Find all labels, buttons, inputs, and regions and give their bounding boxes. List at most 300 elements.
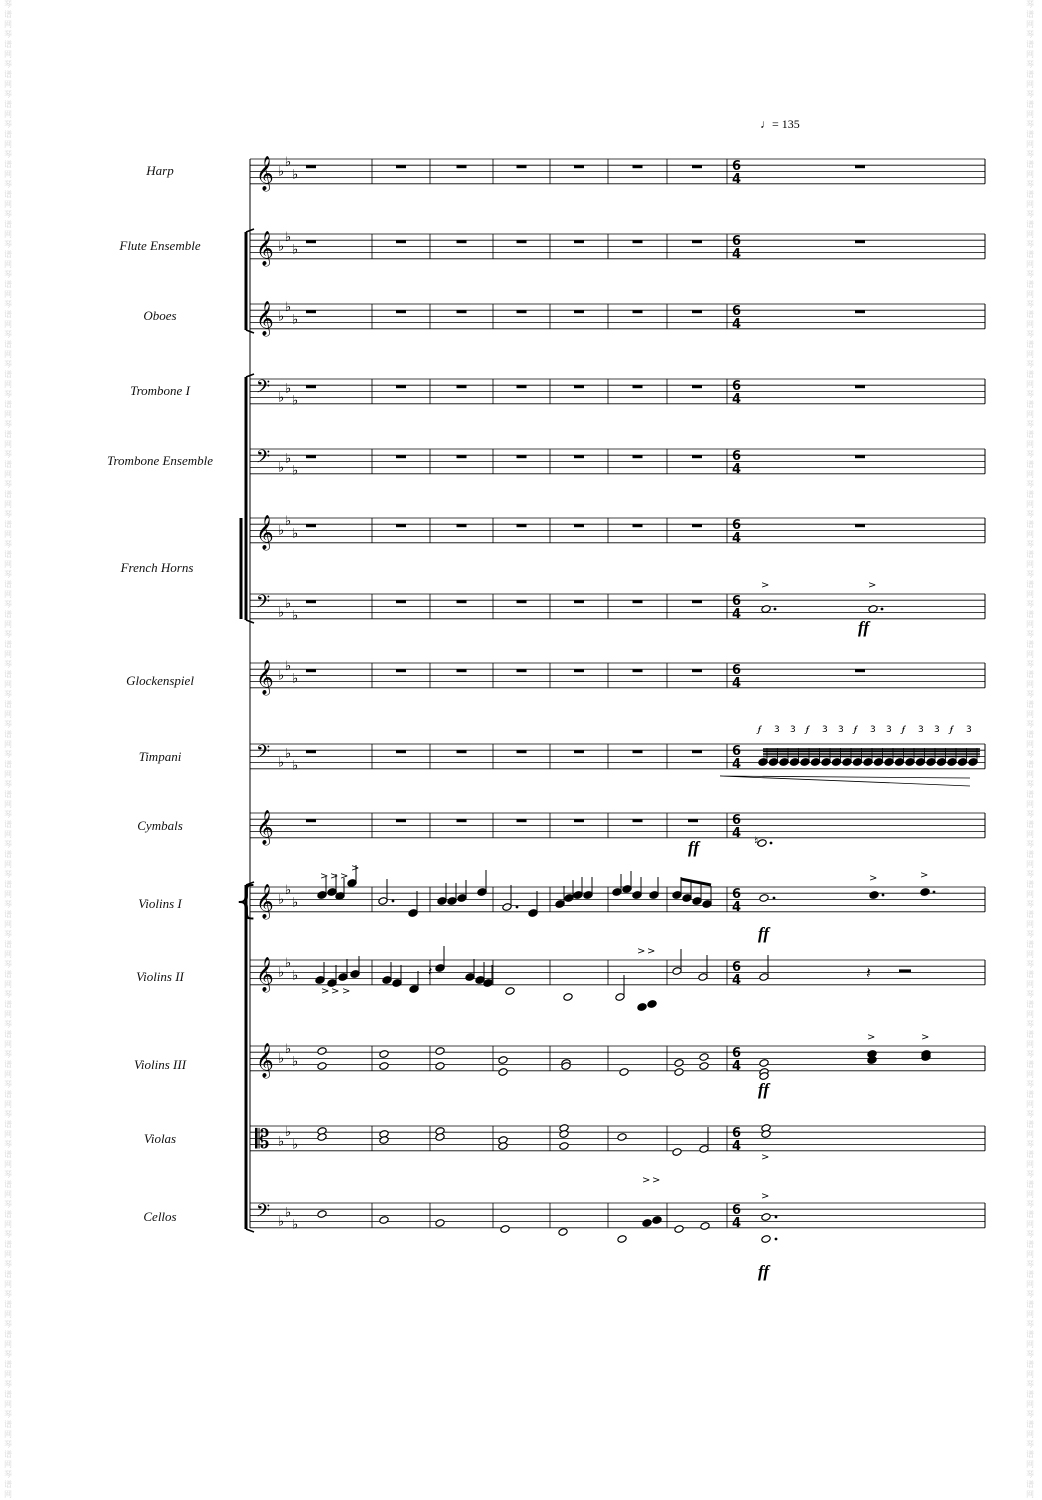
flat-icon: ♭ <box>292 968 299 984</box>
accent-mark: > <box>321 986 330 997</box>
accent-mark: > <box>761 1191 770 1202</box>
flat-icon: ♭ <box>292 671 299 687</box>
treble-clef-icon: 𝄞 <box>256 515 274 550</box>
time-signature-top: 6 <box>732 887 742 902</box>
dynamic-ff-horns: ff <box>858 618 870 637</box>
violin3-note <box>498 1056 508 1065</box>
staff-14 <box>250 1203 985 1228</box>
staff-4 <box>250 449 985 474</box>
whole-rest <box>574 165 584 168</box>
whole-rest <box>306 750 316 753</box>
violin3-note <box>674 1068 684 1077</box>
whole-rest <box>396 819 406 822</box>
accent-mark: > <box>761 580 770 591</box>
whole-rest <box>633 600 643 603</box>
whole-rest <box>517 455 527 458</box>
whole-rest <box>517 240 527 243</box>
time-signature-bottom: 4 <box>732 172 742 187</box>
whole-rest <box>574 455 584 458</box>
flat-icon: ♭ <box>285 956 292 972</box>
timpani-note <box>894 758 904 767</box>
whole-rest <box>517 669 527 672</box>
whole-rest <box>517 385 527 388</box>
whole-rest <box>396 455 406 458</box>
whole-rest <box>457 310 467 313</box>
timpani-note <box>758 758 768 767</box>
whole-rest <box>396 240 406 243</box>
tuplet-mark: 𝆑 <box>758 725 761 735</box>
whole-rest <box>517 750 527 753</box>
whole-rest <box>457 455 467 458</box>
cello-note <box>674 1225 684 1234</box>
violin3-note <box>498 1068 508 1077</box>
violin2-note <box>647 1000 657 1009</box>
timpani-note <box>800 758 810 767</box>
whole-rest <box>396 600 406 603</box>
timpani-note <box>905 758 915 767</box>
timpani-note <box>884 758 894 767</box>
whole-rest <box>633 385 643 388</box>
flat-icon: ♭ <box>278 892 285 908</box>
half-rest <box>899 969 911 972</box>
timpani-note <box>936 758 946 767</box>
augmentation-dot <box>775 1216 778 1219</box>
left-watermark: 琴谱网 琴谱网 琴谱网 琴谱网 琴谱网 琴谱网 琴谱网 琴谱网 琴谱网 琴谱网 琴谱网 琴谱网 琴谱网 琴谱网 琴谱网 琴谱网 琴谱网 琴谱网 琴谱网 琴谱网 琴谱网 琴谱网 琴谱网 琴谱网 琴谱网 琴谱网 琴谱网 琴谱网 琴谱网 琴谱网 琴谱网 琴谱网 琴谱网 琴谱网 琴谱网 琴谱网 琴谱网 琴谱网 琴谱网 琴谱网 琴谱网 琴谱网 琴谱网 琴谱网 琴谱网 琴谱网 琴谱网 琴谱网 琴谱网 琴谱网 <box>4 0 12 1499</box>
flat-icon: ♭ <box>285 155 292 171</box>
violin3-note <box>674 1059 684 1068</box>
whole-rest <box>457 524 467 527</box>
timpani-note <box>873 758 883 767</box>
viola-note <box>672 1148 682 1157</box>
time-signature-bottom: 4 <box>732 676 742 691</box>
whole-rest <box>633 165 643 168</box>
whole-rest <box>396 385 406 388</box>
timpani-note <box>779 758 789 767</box>
timpani-note <box>968 758 978 767</box>
staff-3 <box>250 379 985 404</box>
time-signature-top: 6 <box>732 518 742 533</box>
augmentation-dot <box>775 1238 778 1241</box>
flat-icon: ♭ <box>285 381 292 397</box>
violin3-note <box>435 1062 445 1071</box>
flat-icon: ♭ <box>292 463 299 479</box>
time-signature-bottom: 4 <box>732 1216 742 1231</box>
whole-rest <box>306 819 316 822</box>
time-signature-top: 6 <box>732 1046 742 1061</box>
treble-clef-icon: 𝄞 <box>256 884 274 919</box>
timpani-note <box>926 758 936 767</box>
flat-icon: ♭ <box>285 1042 292 1058</box>
accent-mark: > <box>330 871 339 882</box>
whole-rest <box>855 310 865 313</box>
horn-note <box>868 605 878 614</box>
augmentation-dot <box>516 906 519 909</box>
staff-2 <box>250 304 985 329</box>
whole-rest <box>457 750 467 753</box>
whole-rest <box>574 750 584 753</box>
crescendo-hairpin <box>720 776 970 786</box>
label-timpani: Timpani <box>138 749 182 764</box>
augmentation-dot <box>774 608 777 611</box>
accent-mark: > <box>652 1175 661 1186</box>
natural-icon: ♮ <box>754 834 759 848</box>
whole-rest <box>306 165 316 168</box>
accent-mark: > <box>342 986 351 997</box>
flat-icon: ♭ <box>285 514 292 530</box>
violin3-note <box>759 1059 769 1068</box>
flat-icon: ♭ <box>292 393 299 409</box>
whole-rest <box>306 240 316 243</box>
violin3-note <box>699 1062 709 1071</box>
time-signature-bottom: 4 <box>732 1059 742 1074</box>
treble-clef-icon: 𝄞 <box>256 957 274 992</box>
staff-7 <box>250 663 985 688</box>
bass-clef-icon: 𝄢 <box>256 1201 271 1226</box>
whole-rest <box>457 819 467 822</box>
accent-mark: > <box>320 871 329 882</box>
dynamic-ff-violins-i: ff <box>758 924 770 943</box>
augmentation-dot <box>773 897 776 900</box>
label-violins-i: Violins I <box>138 896 182 911</box>
accent-mark: > <box>647 946 656 957</box>
staff-5 <box>250 518 985 543</box>
dynamic-ff-violins-iii: ff <box>758 1080 770 1099</box>
dynamic-ff-cellos: ff <box>758 1262 770 1281</box>
flat-icon: ♭ <box>285 746 292 762</box>
flat-icon: ♭ <box>278 523 285 539</box>
beam <box>681 879 711 885</box>
time-signature-bottom: 4 <box>732 247 742 262</box>
accent-mark: > <box>351 863 360 874</box>
time-signature-bottom: 4 <box>732 531 742 546</box>
treble-clef-icon: 𝄞 <box>256 231 274 266</box>
flat-icon: ♭ <box>285 451 292 467</box>
tuplet-mark: 3 <box>870 725 876 735</box>
time-signature-top: 6 <box>732 159 742 174</box>
staff-9 <box>250 813 985 838</box>
violin3-note <box>435 1047 445 1056</box>
accent-mark: > <box>761 1152 770 1163</box>
flat-icon: ♭ <box>278 668 285 684</box>
label-harp: Harp <box>146 163 174 178</box>
violin2-note <box>563 993 573 1002</box>
flat-icon: ♭ <box>292 526 299 542</box>
time-signature-bottom: 4 <box>732 757 742 772</box>
timpani-note <box>842 758 852 767</box>
whole-rest <box>633 669 643 672</box>
augmentation-dot <box>770 842 773 845</box>
whole-rest <box>306 600 316 603</box>
whole-rest <box>633 524 643 527</box>
time-signature-bottom: 4 <box>732 607 742 622</box>
whole-rest <box>855 240 865 243</box>
flat-icon: ♭ <box>278 755 285 771</box>
whole-rest <box>517 819 527 822</box>
whole-rest <box>306 669 316 672</box>
whole-rest <box>517 165 527 168</box>
violin3-note <box>379 1062 389 1071</box>
quarter-rest-icon: 𝄽 <box>866 963 871 982</box>
whole-rest <box>574 600 584 603</box>
time-signature-top: 6 <box>732 960 742 975</box>
label-violins-iii: Violins III <box>133 1057 187 1072</box>
accent-mark: > <box>869 873 878 884</box>
whole-rest <box>692 310 702 313</box>
flat-icon: ♭ <box>285 596 292 612</box>
tuplet-mark: 3 <box>822 725 828 735</box>
time-signature-bottom: 4 <box>732 462 742 477</box>
whole-rest <box>855 524 865 527</box>
whole-rest <box>396 165 406 168</box>
bass-clef-icon: 𝄢 <box>256 447 271 472</box>
violin1-note <box>759 894 769 903</box>
timpani-note <box>821 758 831 767</box>
violin3-note <box>317 1047 327 1056</box>
time-signature-top: 6 <box>732 813 742 828</box>
staff-1 <box>250 234 985 259</box>
flat-icon: ♭ <box>285 1125 292 1141</box>
flat-icon: ♭ <box>278 1214 285 1230</box>
whole-rest <box>517 310 527 313</box>
bass-clef-icon: 𝄢 <box>256 377 271 402</box>
viola-note <box>617 1133 627 1142</box>
violin3-note <box>379 1050 389 1059</box>
accent-mark: > <box>642 1175 651 1186</box>
cello-note <box>700 1222 710 1231</box>
violin1-note <box>920 888 930 897</box>
whole-rest <box>574 385 584 388</box>
whole-rest <box>457 669 467 672</box>
whole-rest <box>517 524 527 527</box>
whole-rest <box>855 385 865 388</box>
whole-rest <box>396 524 406 527</box>
whole-rest <box>306 310 316 313</box>
time-signature-top: 6 <box>732 1203 742 1218</box>
whole-rest <box>633 240 643 243</box>
quarter-rest-icon: 𝄽 <box>428 964 433 980</box>
whole-rest <box>306 455 316 458</box>
tuplet-mark: 3 <box>790 725 796 735</box>
tuplet-mark: 𝆑 <box>854 725 857 735</box>
whole-rest <box>692 165 702 168</box>
timpani-note <box>915 758 925 767</box>
flat-icon: ♭ <box>285 1205 292 1221</box>
viola-note <box>559 1142 569 1151</box>
whole-rest <box>517 600 527 603</box>
flat-icon: ♭ <box>278 965 285 981</box>
violin1-note <box>869 891 879 900</box>
whole-rest <box>692 750 702 753</box>
tuplet-mark: 𝆑 <box>806 725 809 735</box>
violin2-note <box>637 1003 647 1012</box>
whole-rest <box>633 310 643 313</box>
accent-mark: > <box>331 986 340 997</box>
accent-mark: > <box>920 870 929 881</box>
cello-note <box>617 1235 627 1244</box>
cello-note <box>500 1225 510 1234</box>
whole-rest <box>457 165 467 168</box>
augmentation-dot <box>392 900 395 903</box>
label-oboes: Oboes <box>143 308 177 323</box>
flat-icon: ♭ <box>278 390 285 406</box>
cello-note <box>642 1219 652 1228</box>
flat-icon: ♭ <box>292 312 299 328</box>
time-signature-top: 6 <box>732 594 742 609</box>
flat-icon: ♭ <box>285 230 292 246</box>
whole-rest <box>633 819 643 822</box>
time-signature-bottom: 4 <box>732 973 742 988</box>
whole-rest <box>396 669 406 672</box>
timpani-note <box>852 758 862 767</box>
violin3-note <box>699 1053 709 1062</box>
time-signature-bottom: 4 <box>732 900 742 915</box>
whole-rest <box>692 669 702 672</box>
flat-icon: ♭ <box>285 883 292 899</box>
tuplet-mark: 3 <box>966 725 972 735</box>
whole-rest <box>688 819 698 822</box>
whole-rest <box>692 385 702 388</box>
tuplet-mark: 3 <box>934 725 940 735</box>
time-signature-top: 6 <box>732 663 742 678</box>
timpani-note <box>768 758 778 767</box>
cymbal-note <box>757 839 767 848</box>
whole-rest <box>457 240 467 243</box>
cello-note <box>652 1216 662 1225</box>
dynamic-ff-cymbals: ff <box>688 838 700 857</box>
flat-icon: ♭ <box>278 164 285 180</box>
accent-mark: > <box>867 1032 876 1043</box>
whole-rest <box>306 385 316 388</box>
augmentation-dot <box>881 608 884 611</box>
timpani-note <box>863 758 873 767</box>
whole-rest <box>855 455 865 458</box>
tuplet-mark: 3 <box>838 725 844 735</box>
treble-clef-icon: 𝄞 <box>256 810 274 845</box>
whole-rest <box>692 240 702 243</box>
whole-rest <box>574 819 584 822</box>
tuplet-mark: 3 <box>774 725 780 735</box>
flat-icon: ♭ <box>278 605 285 621</box>
flat-icon: ♭ <box>278 1134 285 1150</box>
timpani-note <box>957 758 967 767</box>
whole-rest <box>574 669 584 672</box>
time-signature-bottom: 4 <box>732 317 742 332</box>
flat-icon: ♭ <box>278 309 285 325</box>
whole-rest <box>457 600 467 603</box>
cello-note <box>379 1216 389 1225</box>
cello-note <box>558 1228 568 1237</box>
tuplet-mark: 𝆑 <box>950 725 953 735</box>
label-cellos: Cellos <box>143 1209 177 1224</box>
horn-note <box>761 605 771 614</box>
cello-note <box>761 1235 771 1244</box>
flat-icon: ♭ <box>292 1217 299 1233</box>
treble-clef-icon: 𝄞 <box>256 156 274 191</box>
flat-icon: ♭ <box>292 758 299 774</box>
whole-rest <box>574 240 584 243</box>
quarter-note-icon: ♩ <box>760 117 772 131</box>
bass-clef-icon: 𝄢 <box>256 742 271 767</box>
staff-11 <box>250 960 985 985</box>
flat-icon: ♭ <box>292 1137 299 1153</box>
time-signature-bottom: 4 <box>732 826 742 841</box>
strings-bracket-bottom <box>246 1229 254 1232</box>
accent-mark: > <box>921 1032 930 1043</box>
whole-rest <box>457 385 467 388</box>
flat-icon: ♭ <box>292 608 299 624</box>
time-signature-top: 6 <box>732 234 742 249</box>
flat-icon: ♭ <box>278 239 285 255</box>
label-cymbals: Cymbals <box>137 818 183 833</box>
whole-rest <box>692 600 702 603</box>
time-signature-top: 6 <box>732 379 742 394</box>
whole-rest <box>692 455 702 458</box>
treble-clef-icon: 𝄞 <box>256 1043 274 1078</box>
label-flute-ensemble: Flute Ensemble <box>119 238 201 253</box>
accent-mark: > <box>868 580 877 591</box>
whole-rest <box>855 669 865 672</box>
time-signature-top: 6 <box>732 1126 742 1141</box>
timpani-note <box>947 758 957 767</box>
flat-icon: ♭ <box>292 895 299 911</box>
whole-rest <box>855 165 865 168</box>
label-glockenspiel: Glockenspiel <box>126 673 194 688</box>
whole-rest <box>692 524 702 527</box>
augmentation-dot <box>933 891 936 894</box>
bass-clef-icon: 𝄢 <box>256 592 271 617</box>
flat-icon: ♭ <box>292 242 299 258</box>
alto-clef-icon: 𝄡 <box>255 1125 270 1155</box>
label-trombone-ensemble: Trombone Ensemble <box>106 453 214 468</box>
label-violas: Violas <box>143 1131 177 1146</box>
flat-icon: ♭ <box>292 1054 299 1070</box>
time-signature-bottom: 4 <box>732 392 742 407</box>
cello-note <box>435 1219 445 1228</box>
time-signature-top: 6 <box>732 744 742 759</box>
whole-rest <box>396 750 406 753</box>
flat-icon: ♭ <box>285 659 292 675</box>
violin3-note <box>317 1062 327 1071</box>
time-signature-top: 6 <box>732 304 742 319</box>
violin2-note <box>505 987 515 996</box>
staff-0 <box>250 159 985 184</box>
whole-rest <box>396 310 406 313</box>
label-violins-ii: Violins II <box>136 969 184 984</box>
augmentation-dot <box>882 894 885 897</box>
label-french-horns: French Horns <box>120 560 194 575</box>
flat-icon: ♭ <box>278 1051 285 1067</box>
timpani-note <box>810 758 820 767</box>
violin-brace: { <box>234 878 259 922</box>
treble-clef-icon: 𝄞 <box>256 301 274 336</box>
whole-rest <box>574 310 584 313</box>
tuplet-mark: 3 <box>918 725 924 735</box>
tuplet-mark: 𝆑 <box>902 725 905 735</box>
whole-rest <box>306 524 316 527</box>
accent-mark: > <box>340 871 349 882</box>
label-trombone-i: Trombone I <box>130 383 190 398</box>
time-signature-bottom: 4 <box>732 1139 742 1154</box>
cello-note <box>761 1213 771 1222</box>
whole-rest <box>633 455 643 458</box>
flat-icon: ♭ <box>292 167 299 183</box>
right-watermark: 琴谱网 琴谱网 琴谱网 琴谱网 琴谱网 琴谱网 琴谱网 琴谱网 琴谱网 琴谱网 琴谱网 琴谱网 琴谱网 琴谱网 琴谱网 琴谱网 琴谱网 琴谱网 琴谱网 琴谱网 琴谱网 琴谱网 琴谱网 琴谱网 琴谱网 琴谱网 琴谱网 琴谱网 琴谱网 琴谱网 琴谱网 琴谱网 琴谱网 琴谱网 琴谱网 琴谱网 琴谱网 琴谱网 琴谱网 琴谱网 琴谱网 琴谱网 琴谱网 琴谱网 琴谱网 琴谱网 琴谱网 琴谱网 琴谱网 琴谱网 <box>1026 0 1034 1499</box>
flat-icon: ♭ <box>285 300 292 316</box>
tempo-text: = 135 <box>772 117 800 131</box>
accent-mark: > <box>637 946 646 957</box>
whole-rest <box>633 750 643 753</box>
flat-icon: ♭ <box>278 460 285 476</box>
